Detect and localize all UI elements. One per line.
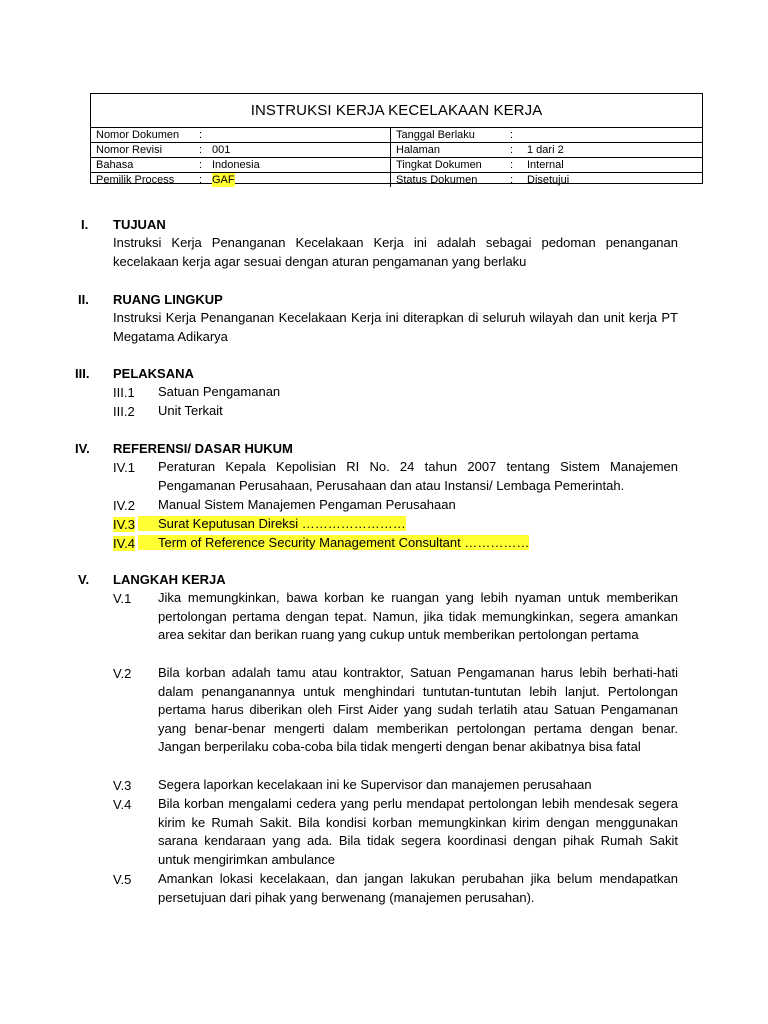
list-item-text: Bila korban mengalami cedera yang perlu mendapat pertolongan lebih mendesak segera kirim ke Rumah Sakit. Bila kondisi korban memungkinkan kirim dengan menggunakan sarana kendaraan yang ada. Bila tidak segera koordinasi dengan pihak Rumah Sakit untuk mengirimkan ambulance xyxy=(158,796,678,867)
document-header-table xyxy=(90,93,703,184)
meta-row-tanggal-berlaku xyxy=(391,128,702,143)
section-text-ruang-lingkup: Instruksi Kerja Penanganan Kecelakaan Kerja ini diterapkan di seluruh wilayah dan unit kerja PT Megatama Adikarya xyxy=(113,310,678,344)
meta-label: Pemilik Process xyxy=(96,174,175,186)
section-title-pelaksana: PELAKSANA xyxy=(113,366,194,381)
meta-colon: : xyxy=(510,144,514,156)
list-item-text: Manual Sistem Manajemen Pengaman Perusahaan xyxy=(158,497,456,512)
list-item-number: V.1 xyxy=(113,591,132,606)
section-title-referensi: REFERENSI/ DASAR HUKUM xyxy=(113,441,293,456)
list-item-text: Bila korban adalah tamu atau kontraktor, Satuan Pengamanan harus lebih berhati-hati dalam penanganannya untuk menghindari tuntutan-tuntutan lebih lanjut. Pertolongan pertama harus diberikan oleh First Aider yang sudah terlatih atau Satuan Pengamanan yang benar-benar mengerti dalam memberikan pertolongan pertama dengan benar. Jangan berperilaku coba-coba bila tidak mengerti dengan benar akibatnya bisa fatal xyxy=(158,665,678,755)
list-item-number: V.4 xyxy=(113,797,132,812)
meta-colon: : xyxy=(510,159,514,171)
highlighted-text: Surat Keputusan Direksi …………………… xyxy=(138,516,406,531)
section-number: III. xyxy=(75,366,90,381)
list-item-number xyxy=(113,536,135,551)
meta-colon: : xyxy=(510,174,514,186)
list-item-number: IV.2 xyxy=(113,498,135,513)
meta-value: 1 dari 2 xyxy=(527,144,564,156)
meta-value: Indonesia xyxy=(212,159,260,171)
meta-row-halaman xyxy=(391,143,702,158)
list-item-number: III.2 xyxy=(113,404,135,419)
meta-label: Nomor Revisi xyxy=(96,144,163,156)
section-number: V. xyxy=(78,572,90,587)
meta-colon: : xyxy=(510,129,514,141)
meta-value: 001 xyxy=(212,144,231,156)
document-title: INSTRUKSI KERJA KECELAKAAN KERJA xyxy=(91,94,702,128)
list-item-text: Peraturan Kepala Kepolisian RI No. 24 tahun 2007 tentang Sistem Manajemen Pengamanan Perusahaan, Perusahaan dan atau Instansi/ Lembaga Pemerintah. xyxy=(158,459,678,493)
list-item-text: Jika memungkinkan, bawa korban ke ruangan yang lebih nyaman untuk memberikan pertolongan pertama dengan tepat. Namun, jika tidak memungkinkan, segera amankan area sekitar dan berikan ruang yang cukup untuk memberikan pertolongan pertama xyxy=(158,590,678,643)
list-item-number: V.5 xyxy=(113,872,132,887)
meta-column-left xyxy=(91,128,390,187)
meta-value: Disetujui xyxy=(527,174,570,186)
section-title-ruang-lingkup: RUANG LINGKUP xyxy=(113,292,223,307)
list-item-text xyxy=(138,534,678,553)
meta-row-nomor-dokumen xyxy=(91,128,390,143)
highlighted-text: Term of Reference Security Management Consultant …………… xyxy=(138,535,529,550)
list-item-text: Unit Terkait xyxy=(158,403,223,418)
meta-label: Status Dokumen xyxy=(396,174,478,186)
section-text-tujuan: Instruksi Kerja Penanganan Kecelakaan Kerja ini adalah sebagai pedoman penanganan kecelakaan kerja agar sesuai dengan aturan pengamanan yang berlaku xyxy=(113,235,678,269)
meta-value-highlighted: GAF xyxy=(212,174,235,186)
list-item-number: V.2 xyxy=(113,666,132,681)
meta-label: Halaman xyxy=(396,144,441,156)
meta-label: Tanggal Berlaku xyxy=(396,129,475,141)
meta-label: Tingkat Dokumen xyxy=(396,159,482,171)
meta-row-nomor-revisi xyxy=(91,143,390,158)
section-title-langkah-kerja: LANGKAH KERJA xyxy=(113,572,226,587)
list-item-text: Segera laporkan kecelakaan ini ke Supervisor dan manajemen perusahaan xyxy=(158,777,592,792)
meta-label: Bahasa xyxy=(96,159,134,171)
meta-colon: : xyxy=(199,159,203,171)
section-number: IV. xyxy=(75,441,90,456)
meta-column-right xyxy=(390,128,702,187)
meta-row-bahasa xyxy=(91,158,390,173)
list-item-text: Satuan Pengamanan xyxy=(158,384,281,399)
list-item-text: Amankan lokasi kecelakaan, dan jangan lakukan perubahan jika belum mendapatkan persetujuan dari pihak yang berwenang (manajemen perusahan). xyxy=(158,871,678,905)
highlighted-number: IV.3 xyxy=(113,517,135,532)
meta-colon: : xyxy=(199,144,203,156)
list-item-number: V.3 xyxy=(113,778,132,793)
meta-label: Nomor Dokumen xyxy=(96,129,180,141)
document-meta-grid xyxy=(91,128,702,187)
list-item-number: III.1 xyxy=(113,385,135,400)
list-item-number: IV.1 xyxy=(113,460,135,475)
meta-row-status-dokumen xyxy=(391,173,702,187)
meta-value: Internal xyxy=(527,159,564,171)
section-number: I. xyxy=(81,217,89,232)
meta-row-pemilik-process xyxy=(91,173,390,187)
section-title-tujuan: TUJUAN xyxy=(113,217,166,232)
meta-colon: : xyxy=(199,174,203,186)
meta-row-tingkat-dokumen xyxy=(391,158,702,173)
list-item-text xyxy=(138,515,678,534)
list-item-number xyxy=(113,517,135,532)
section-number: II. xyxy=(78,292,89,307)
meta-colon: : xyxy=(199,129,203,141)
highlighted-number: IV.4 xyxy=(113,536,135,551)
